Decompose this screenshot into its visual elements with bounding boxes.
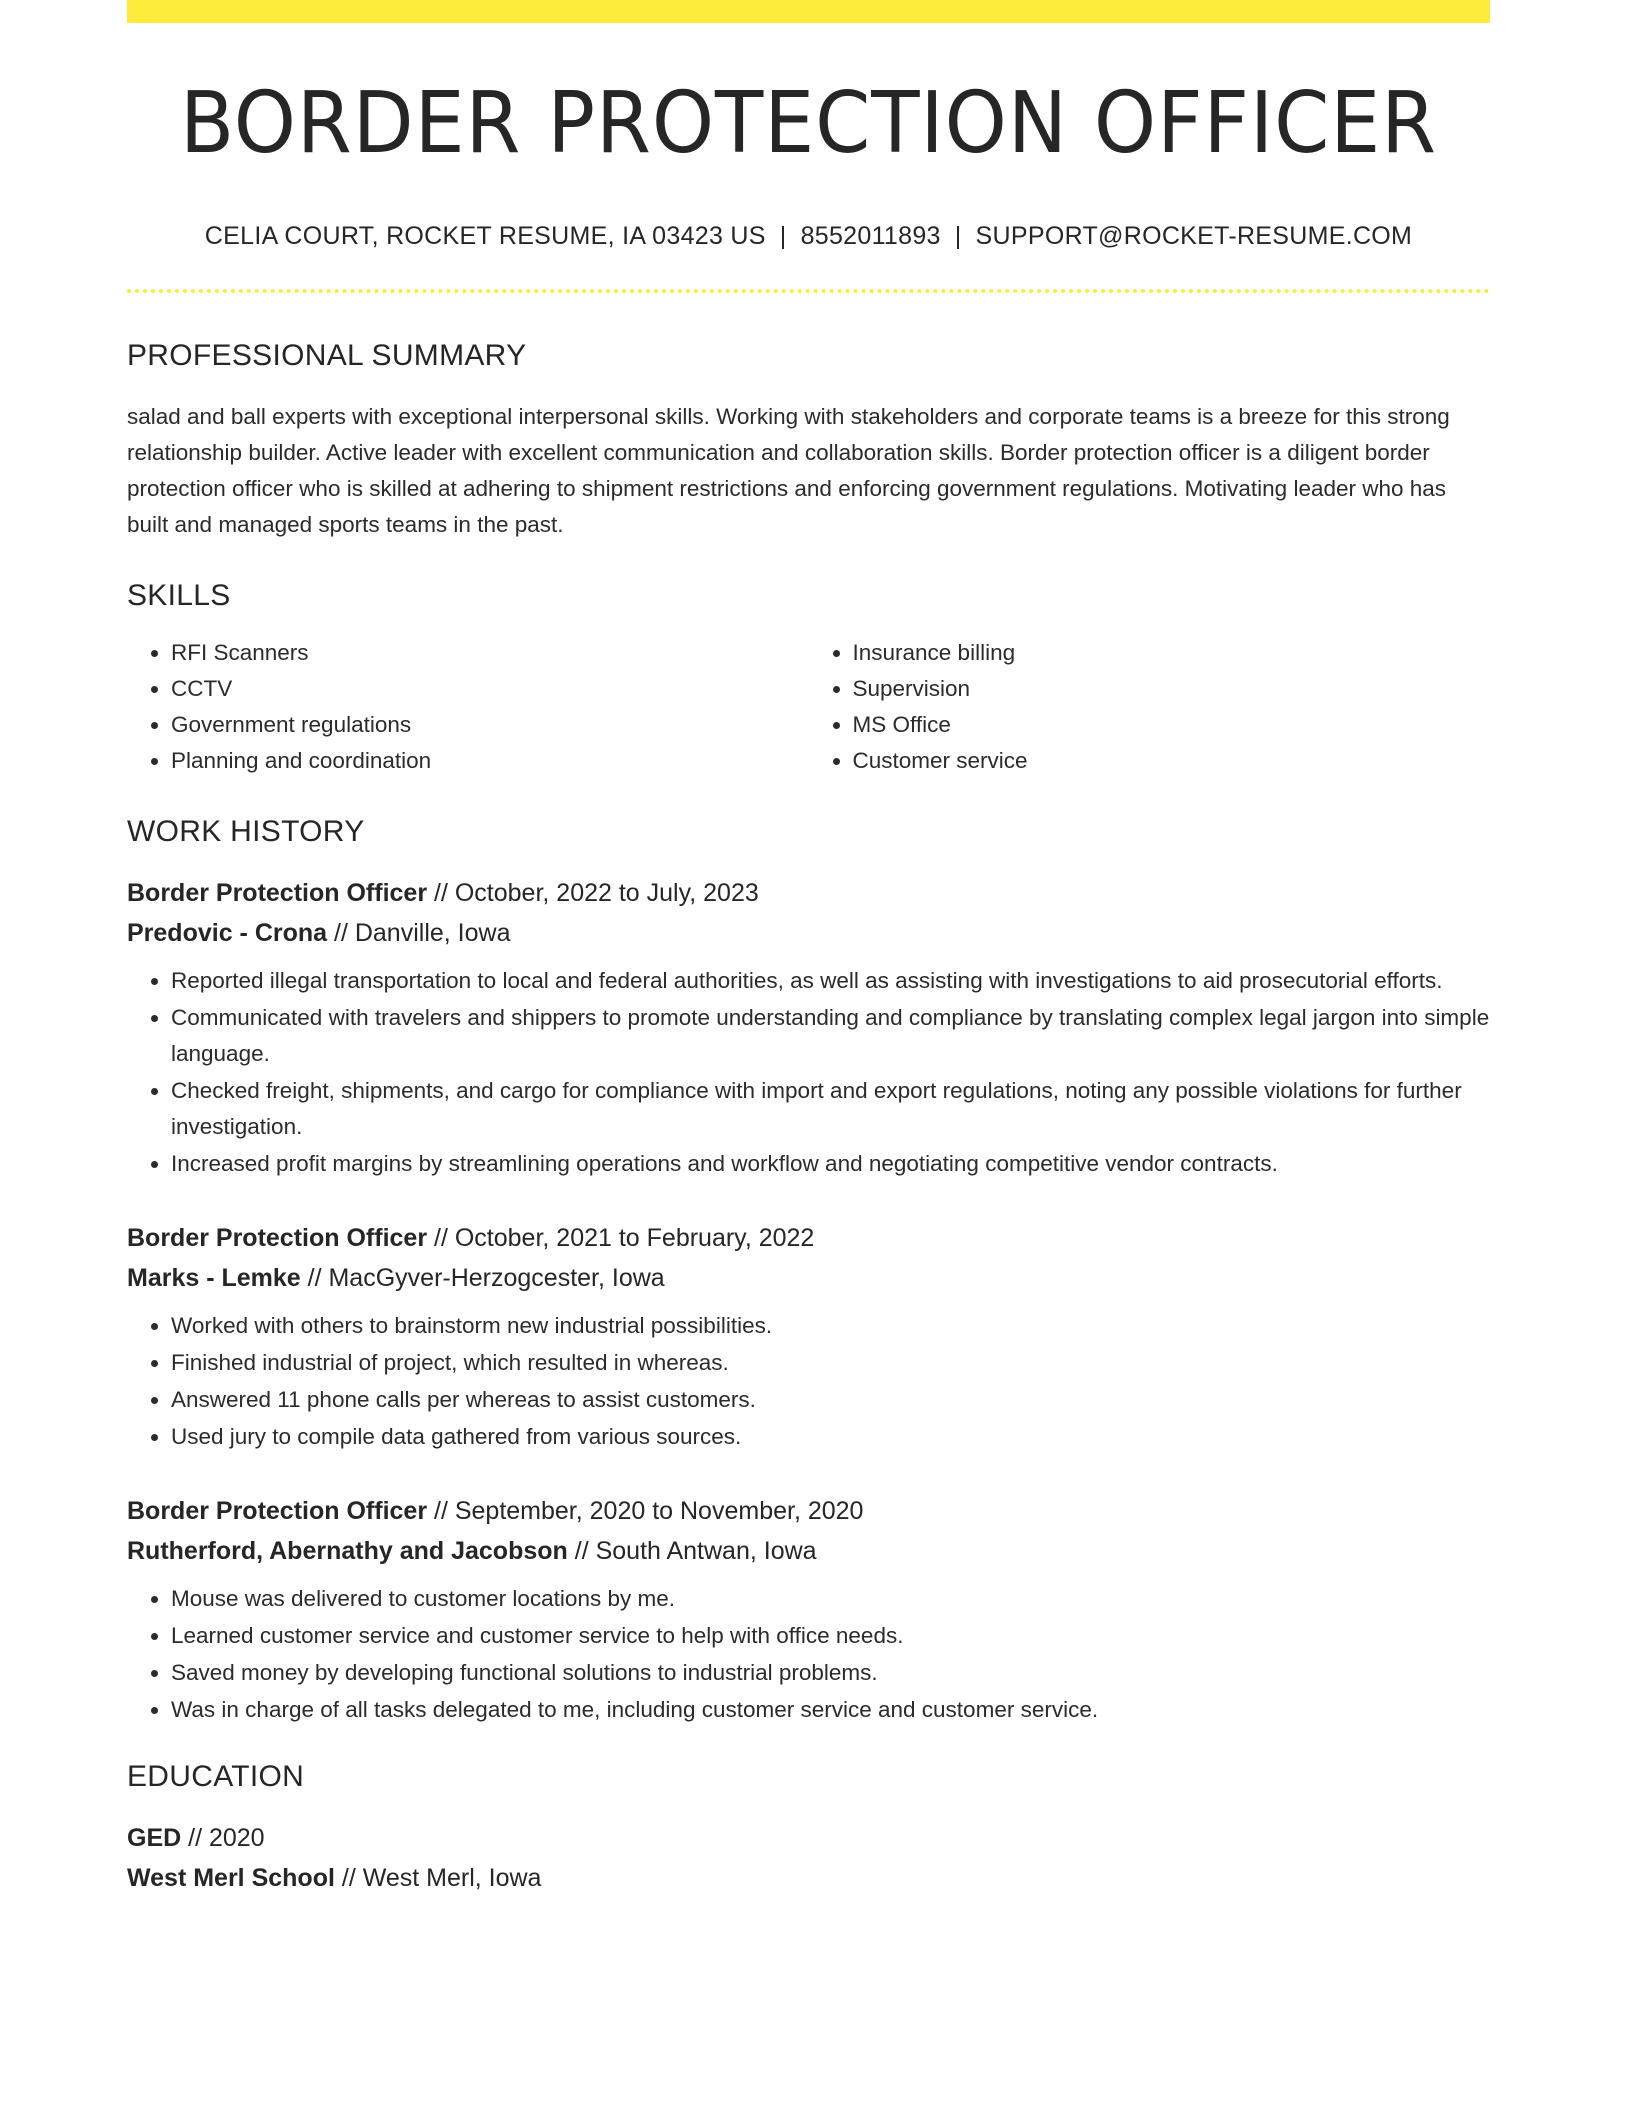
phone: 8552011893 [800, 222, 941, 250]
job-entry [127, 873, 1490, 1182]
job-title-line [127, 1491, 1490, 1531]
job-company-line [127, 1531, 1490, 1571]
job-bullet: • Communicated with travelers and shippers to promote understanding and compliance by translating complex legal jargon into simple language. [171, 1000, 1490, 1072]
job-company-line [127, 913, 1490, 953]
job-location: // MacGyver-Herzogcester, Iowa [300, 1264, 665, 1292]
job-bullet: • Learned customer service and customer service to help with office needs. [171, 1618, 1490, 1654]
resume-title: BORDER PROTECTION OFFICER [180, 74, 1437, 173]
skill-item: • Customer service [853, 743, 1491, 779]
education-school: West Merl School [127, 1864, 335, 1892]
job-bullet: • Finished industrial of project, which resulted in whereas. [171, 1345, 1490, 1381]
job-bullet: • Checked freight, shipments, and cargo for compliance with import and export regulations, noting any possible violations for further investigation. [171, 1073, 1490, 1145]
skills-column-left [127, 635, 809, 779]
separator: | [779, 222, 787, 250]
job-entry [127, 1218, 1490, 1455]
email: SUPPORT@ROCKET-RESUME.COM [975, 222, 1413, 250]
job-title: Border Protection Officer [127, 879, 428, 907]
contact-line [127, 224, 1490, 249]
skills-list [127, 635, 1490, 779]
job-title: Border Protection Officer [127, 1497, 428, 1525]
job-company-line [127, 1258, 1490, 1298]
job-company: Marks - Lemke [127, 1264, 301, 1292]
job-entry [127, 1491, 1490, 1728]
separator: | [954, 222, 962, 250]
skill-item: • Insurance billing [853, 635, 1491, 671]
job-bullets [127, 963, 1490, 1182]
job-title: Border Protection Officer [127, 1224, 428, 1252]
summary-heading: PROFESSIONAL SUMMARY [127, 339, 527, 372]
job-bullet: • Saved money by developing functional solutions to industrial problems. [171, 1655, 1490, 1691]
skill-item: • CCTV [171, 671, 809, 707]
education-entry [127, 1818, 1490, 1898]
job-bullet: • Mouse was delivered to customer locations by me. [171, 1581, 1490, 1617]
job-company: Predovic - Crona [127, 919, 328, 947]
education-degree: GED [127, 1824, 182, 1852]
job-bullets [127, 1308, 1490, 1455]
education-year: // 2020 [181, 1824, 265, 1852]
job-bullet: • Answered 11 phone calls per whereas to assist customers. [171, 1382, 1490, 1418]
job-bullet: • Increased profit margins by streamlining operations and workflow and negotiating competitive vendor contracts. [171, 1146, 1490, 1182]
skill-item: • RFI Scanners [171, 635, 809, 671]
accent-bar [127, 0, 1490, 23]
education-location: // West Merl, Iowa [334, 1864, 542, 1892]
skill-item: • Planning and coordination [171, 743, 809, 779]
job-bullet: • Worked with others to brainstorm new industrial possibilities. [171, 1308, 1490, 1344]
job-title-line [127, 873, 1490, 913]
job-company: Rutherford, Abernathy and Jacobson [127, 1537, 568, 1565]
education-heading: EDUCATION [127, 1760, 305, 1793]
education-degree-line [127, 1818, 1490, 1858]
job-location: // South Antwan, Iowa [567, 1537, 817, 1565]
job-dates: // September, 2020 to November, 2020 [427, 1497, 864, 1525]
education-school-line [127, 1858, 1490, 1898]
address: CELIA COURT, ROCKET RESUME, IA 03423 US [204, 222, 766, 250]
job-title-line [127, 1218, 1490, 1258]
job-bullets [127, 1581, 1490, 1728]
skill-item: • MS Office [853, 707, 1491, 743]
job-bullet: • Used jury to compile data gathered from various sources. [171, 1419, 1490, 1455]
skill-item: • Government regulations [171, 707, 809, 743]
skills-heading: SKILLS [127, 579, 231, 612]
job-bullet: • Reported illegal transportation to local and federal authorities, as well as assisting with investigations to aid prosecutorial efforts. [171, 963, 1490, 999]
summary-text: salad and ball experts with exceptional interpersonal skills. Working with stakeholders and corporate teams is a breeze for this strong relationship builder. Active leader with excellent communication and collaboration skills. Border protection officer is a diligent border protection officer who is skilled at adhering to shipment restrictions and enforcing government regulations. Motivating leader who has built and managed sports teams in the past. [127, 404, 1450, 537]
skill-item: • Supervision [853, 671, 1491, 707]
dotted-divider [127, 289, 1490, 293]
work-history-heading: WORK HISTORY [127, 815, 365, 848]
job-location: // Danville, Iowa [327, 919, 511, 947]
skills-column-right [809, 635, 1491, 779]
job-dates: // October, 2022 to July, 2023 [427, 879, 759, 907]
job-bullet: • Was in charge of all tasks delegated to me, including customer service and customer service. [171, 1692, 1490, 1728]
resume-page [127, 0, 1490, 1898]
job-dates: // October, 2021 to February, 2022 [427, 1224, 815, 1252]
